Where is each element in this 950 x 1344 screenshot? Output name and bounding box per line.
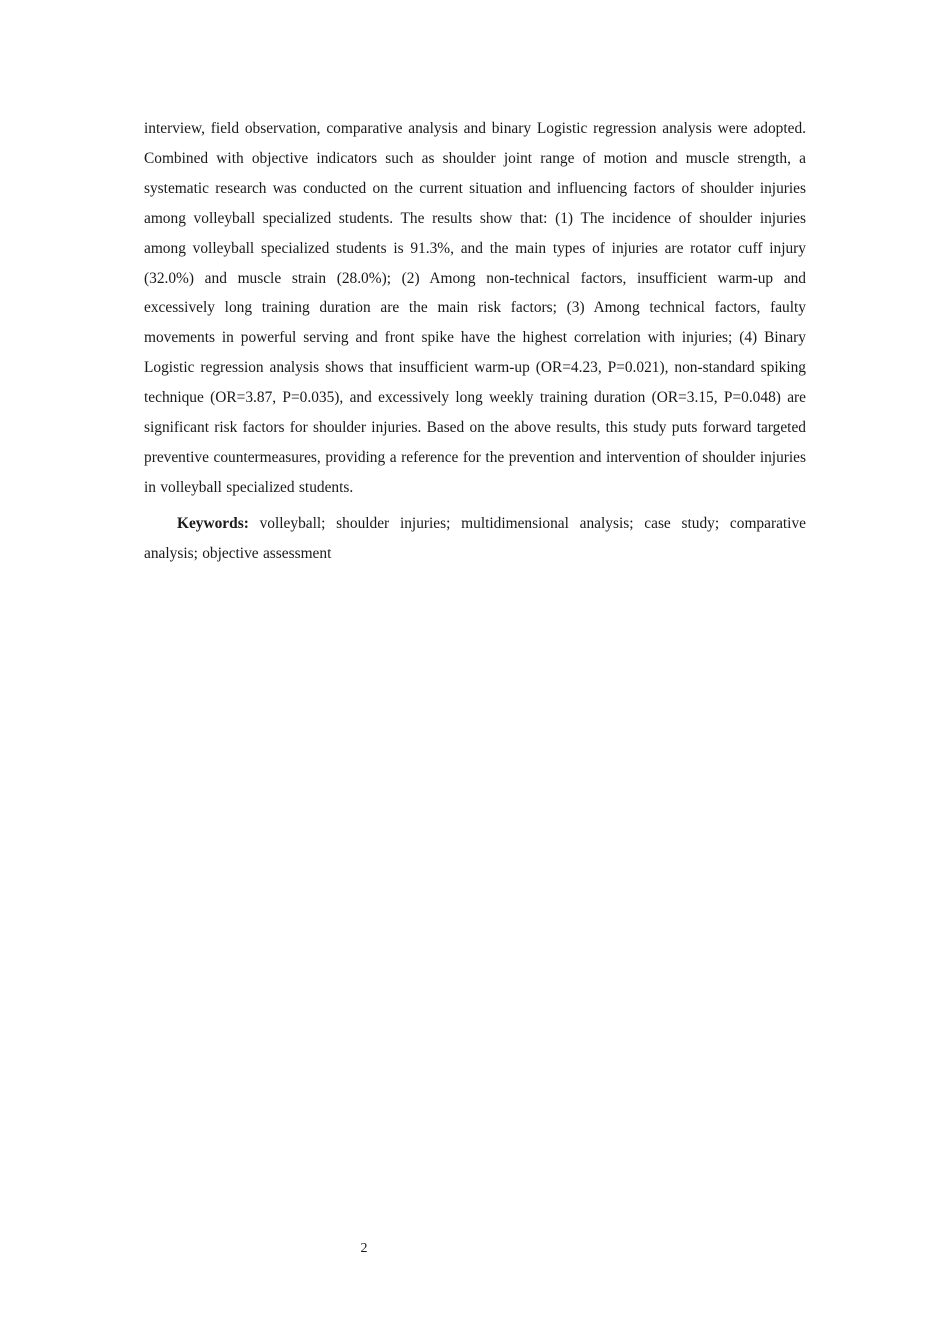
abstract-body bbox=[144, 114, 806, 569]
keywords-list: volleyball; shoulder injuries; multidimensional analysis; case study; comparative analysis; objective assessment bbox=[144, 514, 806, 562]
abstract-paragraph: interview, field observation, comparative analysis and binary Logistic regression analysis were adopted. Combined with objective indicators such as shoulder joint range of motion and muscle strength, a systematic research was conducted on the current situation and influencing factors of shoulder injuries among volleyball specialized students. The results show that: (1) The incidence of shoulder injuries among volleyball specialized students is 91.3%, and the main types of injuries are rotator cuff injury (32.0%) and muscle strain (28.0%); (2) Among non-technical factors, insufficient warm-up and excessively long training duration are the main risk factors; (3) Among technical factors, faulty movements in powerful serving and front spike have the highest correlation with injuries; (4) Binary Logistic regression analysis shows that insufficient warm-up (OR=4.23, P=0.021), non-standard spiking technique (OR=3.87, P=0.035), and excessively long weekly training duration (OR=3.15, P=0.048) are significant risk factors for shoulder injuries. Based on the above results, this study puts forward targeted preventive countermeasures, providing a reference for the prevention and intervention of shoulder injuries in volleyball specialized students. bbox=[144, 120, 806, 496]
keywords-paragraph bbox=[144, 509, 806, 569]
keywords-label: Keywords: bbox=[177, 514, 249, 532]
page-number: 2 bbox=[360, 1241, 368, 1256]
